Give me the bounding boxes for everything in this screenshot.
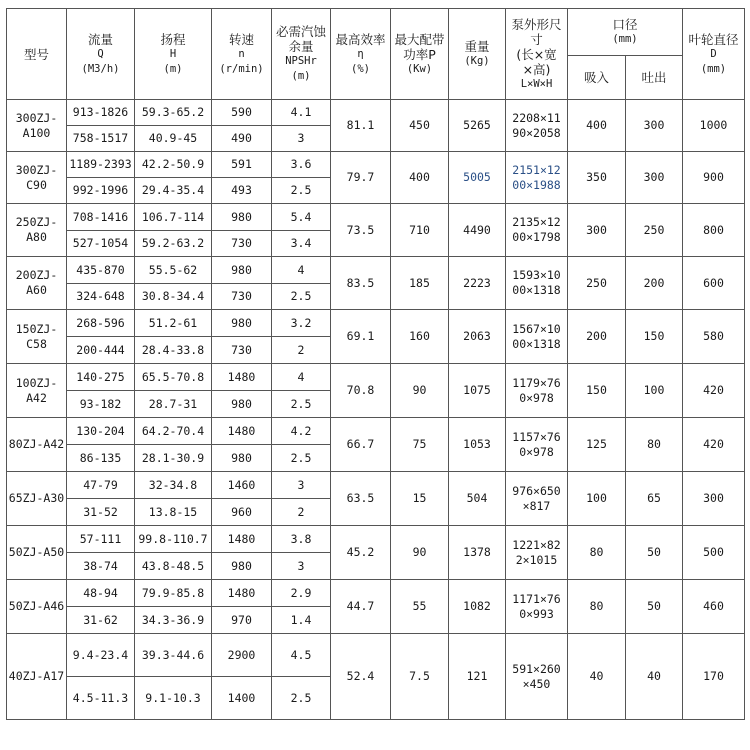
npsh-cell: 2 <box>272 337 331 364</box>
head-cell: 39.3-44.6 <box>135 634 212 677</box>
flow-cell: 130-204 <box>67 418 135 445</box>
speed-cell: 980 <box>212 391 272 418</box>
head-cell: 32-34.8 <box>135 472 212 499</box>
weight-cell: 504 <box>449 472 506 526</box>
speed-cell: 980 <box>212 257 272 284</box>
model-label: 80ZJ-A42 <box>8 437 65 451</box>
model-label: 300ZJ- <box>15 162 58 177</box>
dimensions-line: ×817 <box>522 498 551 513</box>
model-label: A60 <box>26 283 47 297</box>
header-caliber-inlet: 吸入 <box>568 56 626 100</box>
model-cell <box>7 204 67 257</box>
weight-cell: 2223 <box>449 257 506 310</box>
npsh-cell: 3.2 <box>272 310 331 337</box>
npsh-cell: 5.4 <box>272 204 331 231</box>
table-row <box>7 634 745 677</box>
model-label: 300ZJ- <box>15 110 58 125</box>
dimensions-cell <box>506 257 568 310</box>
dimensions-cell <box>506 310 568 364</box>
flow-cell: 324-648 <box>67 284 135 310</box>
flow-cell: 57-111 <box>67 526 135 553</box>
speed-cell: 490 <box>212 126 272 152</box>
flow-cell: 913-1826 <box>67 100 135 126</box>
flow-cell: 758-1517 <box>67 126 135 152</box>
header-power: 最大配带 功率P (Kw) <box>391 9 449 100</box>
efficiency-cell: 45.2 <box>331 526 391 580</box>
power-cell: 710 <box>391 204 449 257</box>
flow-cell: 1189-2393 <box>67 152 135 178</box>
power-cell: 185 <box>391 257 449 310</box>
npsh-cell: 2.5 <box>272 677 331 720</box>
speed-cell: 1480 <box>212 580 272 607</box>
npsh-cell: 3.6 <box>272 152 331 178</box>
speed-cell: 980 <box>212 204 272 231</box>
speed-cell: 960 <box>212 499 272 526</box>
speed-cell: 730 <box>212 284 272 310</box>
model-label: C90 <box>26 177 47 192</box>
impeller-cell: 500 <box>683 526 745 580</box>
table-row <box>7 310 745 337</box>
outlet-cell: 80 <box>626 418 683 472</box>
dimensions-line: 591×260 <box>512 661 561 676</box>
outlet-cell: 65 <box>626 472 683 526</box>
outlet-cell: 40 <box>626 634 683 720</box>
dimensions-line: 2135×12 <box>512 215 561 229</box>
head-cell: 106.7-114 <box>135 204 212 231</box>
dimensions-cell <box>506 204 568 257</box>
efficiency-cell: 52.4 <box>331 634 391 720</box>
flow-cell: 38-74 <box>67 553 135 580</box>
model-cell <box>7 634 67 720</box>
impeller-cell: 460 <box>683 580 745 634</box>
weight-cell: 121 <box>449 634 506 720</box>
table-row <box>7 418 745 445</box>
npsh-cell: 3 <box>272 126 331 152</box>
impeller-cell: 170 <box>683 634 745 720</box>
header-head: 扬程 H (m) <box>135 9 212 100</box>
dimensions-line: 2208×11 <box>512 110 561 125</box>
head-cell: 34.3-36.9 <box>135 607 212 634</box>
head-cell: 28.4-33.8 <box>135 337 212 364</box>
efficiency-cell: 66.7 <box>331 418 391 472</box>
head-cell: 43.8-48.5 <box>135 553 212 580</box>
flow-cell: 527-1054 <box>67 231 135 257</box>
npsh-cell: 2.5 <box>272 391 331 418</box>
inlet-cell: 400 <box>568 100 626 152</box>
speed-cell: 980 <box>212 445 272 472</box>
weight-cell: 1075 <box>449 364 506 418</box>
speed-cell: 1480 <box>212 364 272 391</box>
model-cell <box>7 100 67 152</box>
speed-cell: 980 <box>212 553 272 580</box>
npsh-cell: 2.9 <box>272 580 331 607</box>
model-cell <box>7 152 67 204</box>
header-caliber-outlet: 吐出 <box>626 56 683 100</box>
head-cell: 40.9-45 <box>135 126 212 152</box>
impeller-cell: 800 <box>683 204 745 257</box>
power-cell: 7.5 <box>391 634 449 720</box>
impeller-cell: 420 <box>683 418 745 472</box>
speed-cell: 730 <box>212 231 272 257</box>
inlet-cell: 250 <box>568 257 626 310</box>
dimensions-line: 90×2058 <box>512 125 561 140</box>
header-model: 型号 <box>7 9 67 100</box>
npsh-cell: 2 <box>272 499 331 526</box>
model-label: 50ZJ-A50 <box>8 545 65 559</box>
npsh-cell: 3.4 <box>272 231 331 257</box>
impeller-cell: 600 <box>683 257 745 310</box>
inlet-cell: 100 <box>568 472 626 526</box>
npsh-cell: 3 <box>272 472 331 499</box>
power-cell: 90 <box>391 526 449 580</box>
efficiency-cell: 83.5 <box>331 257 391 310</box>
dimensions-line: 00×1988 <box>512 177 561 192</box>
head-cell: 28.7-31 <box>135 391 212 418</box>
npsh-cell: 3 <box>272 553 331 580</box>
speed-cell: 590 <box>212 100 272 126</box>
weight-cell: 1082 <box>449 580 506 634</box>
header-dimensions: 泵外形尺 寸 (长×宽 ×高) L×W×H <box>506 9 568 100</box>
dimensions-cell <box>506 152 568 204</box>
inlet-cell: 200 <box>568 310 626 364</box>
speed-cell: 1480 <box>212 418 272 445</box>
head-cell: 55.5-62 <box>135 257 212 284</box>
weight-cell: 5005 <box>449 152 506 204</box>
dimensions-cell <box>506 364 568 418</box>
header-speed: 转速 n (r/min) <box>212 9 272 100</box>
model-cell <box>7 526 67 580</box>
model-label: 65ZJ-A30 <box>8 491 65 505</box>
dimensions-line: 2151×12 <box>512 162 561 177</box>
head-cell: 9.1-10.3 <box>135 677 212 720</box>
inlet-cell: 150 <box>568 364 626 418</box>
dimensions-cell <box>506 580 568 634</box>
model-label: A42 <box>26 390 47 405</box>
npsh-cell: 2.5 <box>272 445 331 472</box>
impeller-cell: 900 <box>683 152 745 204</box>
npsh-cell: 3.8 <box>272 526 331 553</box>
inlet-cell: 80 <box>568 580 626 634</box>
inlet-cell: 80 <box>568 526 626 580</box>
table-header <box>7 9 745 100</box>
outlet-cell: 100 <box>626 364 683 418</box>
flow-cell: 31-52 <box>67 499 135 526</box>
outlet-cell: 300 <box>626 100 683 152</box>
table-row <box>7 526 745 553</box>
speed-cell: 493 <box>212 178 272 204</box>
outlet-cell: 250 <box>626 204 683 257</box>
dimensions-line: 1221×82 <box>512 537 561 552</box>
flow-cell: 9.4-23.4 <box>67 634 135 677</box>
model-label: 100ZJ- <box>15 375 58 390</box>
table-row <box>7 257 745 284</box>
model-cell <box>7 418 67 472</box>
head-cell: 59.2-63.2 <box>135 231 212 257</box>
impeller-cell: 1000 <box>683 100 745 152</box>
power-cell: 160 <box>391 310 449 364</box>
dimensions-line: 1593×10 <box>512 268 561 282</box>
model-cell <box>7 580 67 634</box>
weight-cell: 1378 <box>449 526 506 580</box>
flow-cell: 140-275 <box>67 364 135 391</box>
table-row <box>7 100 745 126</box>
outlet-cell: 200 <box>626 257 683 310</box>
power-cell: 450 <box>391 100 449 152</box>
dimensions-line: 1157×76 <box>512 429 561 444</box>
table-row <box>7 204 745 231</box>
efficiency-cell: 70.8 <box>331 364 391 418</box>
impeller-cell: 420 <box>683 364 745 418</box>
inlet-cell: 300 <box>568 204 626 257</box>
efficiency-cell: 73.5 <box>331 204 391 257</box>
power-cell: 75 <box>391 418 449 472</box>
npsh-cell: 2.5 <box>272 178 331 204</box>
pump-spec-table-wrapper <box>6 8 745 720</box>
weight-cell: 1053 <box>449 418 506 472</box>
flow-cell: 47-79 <box>67 472 135 499</box>
header-impeller: 叶轮直径 D (mm) <box>683 9 745 100</box>
power-cell: 15 <box>391 472 449 526</box>
dimensions-line: 1171×76 <box>512 591 561 606</box>
flow-cell: 31-62 <box>67 607 135 634</box>
speed-cell: 980 <box>212 310 272 337</box>
flow-cell: 86-135 <box>67 445 135 472</box>
head-cell: 99.8-110.7 <box>135 526 212 553</box>
dimensions-cell <box>506 100 568 152</box>
dimensions-line: 00×1318 <box>512 336 561 351</box>
dimensions-line: ×450 <box>522 676 551 691</box>
dimensions-cell <box>506 526 568 580</box>
npsh-cell: 4 <box>272 364 331 391</box>
head-cell: 13.8-15 <box>135 499 212 526</box>
dimensions-line: 00×1798 <box>512 230 561 244</box>
speed-cell: 1400 <box>212 677 272 720</box>
flow-cell: 93-182 <box>67 391 135 418</box>
model-cell <box>7 310 67 364</box>
npsh-cell: 4.5 <box>272 634 331 677</box>
head-cell: 59.3-65.2 <box>135 100 212 126</box>
dimensions-line: 0×978 <box>519 390 554 405</box>
npsh-cell: 1.4 <box>272 607 331 634</box>
speed-cell: 730 <box>212 337 272 364</box>
outlet-cell: 300 <box>626 152 683 204</box>
model-cell <box>7 472 67 526</box>
model-label: A100 <box>22 125 51 140</box>
flow-cell: 4.5-11.3 <box>67 677 135 720</box>
header-npsh: 必需汽蚀 余量 NPSHr (m) <box>272 9 331 100</box>
speed-cell: 1460 <box>212 472 272 499</box>
model-label: 40ZJ-A17 <box>8 669 65 683</box>
power-cell: 55 <box>391 580 449 634</box>
header-flow: 流量 Q (M3/h) <box>67 9 135 100</box>
npsh-cell: 4.1 <box>272 100 331 126</box>
header-caliber: 口径 (mm) <box>568 9 683 56</box>
dimensions-line: 2×1015 <box>515 552 558 567</box>
flow-cell: 708-1416 <box>67 204 135 231</box>
dimensions-line: 1179×76 <box>512 375 561 390</box>
head-cell: 65.5-70.8 <box>135 364 212 391</box>
head-cell: 42.2-50.9 <box>135 152 212 178</box>
model-label: C58 <box>26 336 47 351</box>
dimensions-line: 976×650 <box>512 483 561 498</box>
head-cell: 30.8-34.4 <box>135 284 212 310</box>
table-row <box>7 152 745 178</box>
efficiency-cell: 63.5 <box>331 472 391 526</box>
power-cell: 90 <box>391 364 449 418</box>
dimensions-cell <box>506 418 568 472</box>
model-label: 200ZJ- <box>15 268 58 282</box>
dimensions-cell <box>506 472 568 526</box>
outlet-cell: 50 <box>626 526 683 580</box>
head-cell: 79.9-85.8 <box>135 580 212 607</box>
efficiency-cell: 81.1 <box>331 100 391 152</box>
dimensions-cell <box>506 634 568 720</box>
model-label: 250ZJ- <box>15 215 58 229</box>
impeller-cell: 580 <box>683 310 745 364</box>
flow-cell: 435-870 <box>67 257 135 284</box>
weight-cell: 2063 <box>449 310 506 364</box>
model-label: A80 <box>26 230 47 244</box>
inlet-cell: 350 <box>568 152 626 204</box>
npsh-cell: 4.2 <box>272 418 331 445</box>
outlet-cell: 50 <box>626 580 683 634</box>
npsh-cell: 4 <box>272 257 331 284</box>
model-label: 50ZJ-A46 <box>8 599 65 613</box>
npsh-cell: 2.5 <box>272 284 331 310</box>
model-label: 150ZJ- <box>15 321 58 336</box>
table-row <box>7 580 745 607</box>
flow-cell: 268-596 <box>67 310 135 337</box>
model-cell <box>7 364 67 418</box>
flow-cell: 200-444 <box>67 337 135 364</box>
dimensions-line: 1567×10 <box>512 321 561 336</box>
inlet-cell: 125 <box>568 418 626 472</box>
pump-spec-table <box>6 8 745 720</box>
table-row <box>7 364 745 391</box>
speed-cell: 970 <box>212 607 272 634</box>
dimensions-line: 0×978 <box>519 444 554 459</box>
efficiency-cell: 69.1 <box>331 310 391 364</box>
inlet-cell: 40 <box>568 634 626 720</box>
flow-cell: 48-94 <box>67 580 135 607</box>
outlet-cell: 150 <box>626 310 683 364</box>
efficiency-cell: 79.7 <box>331 152 391 204</box>
dimensions-line: 00×1318 <box>512 283 561 297</box>
model-cell <box>7 257 67 310</box>
impeller-cell: 300 <box>683 472 745 526</box>
header-weight: 重量 (Kg) <box>449 9 506 100</box>
speed-cell: 1480 <box>212 526 272 553</box>
efficiency-cell: 44.7 <box>331 580 391 634</box>
head-cell: 64.2-70.4 <box>135 418 212 445</box>
speed-cell: 591 <box>212 152 272 178</box>
dimensions-line: 0×993 <box>519 606 554 621</box>
head-cell: 28.1-30.9 <box>135 445 212 472</box>
flow-cell: 992-1996 <box>67 178 135 204</box>
power-cell: 400 <box>391 152 449 204</box>
weight-cell: 5265 <box>449 100 506 152</box>
speed-cell: 2900 <box>212 634 272 677</box>
header-efficiency: 最高效率 η (%) <box>331 9 391 100</box>
head-cell: 51.2-61 <box>135 310 212 337</box>
table-body <box>7 100 745 720</box>
head-cell: 29.4-35.4 <box>135 178 212 204</box>
weight-cell: 4490 <box>449 204 506 257</box>
table-row <box>7 472 745 499</box>
